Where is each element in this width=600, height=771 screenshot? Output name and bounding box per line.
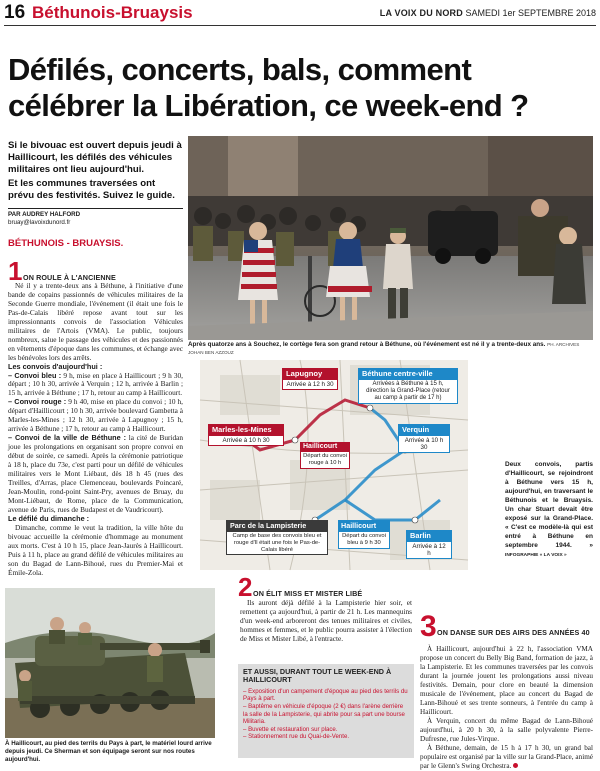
sunday-label: Le défilé du dimanche : bbox=[8, 513, 90, 523]
map-label-haillicourt-blue bbox=[338, 520, 390, 549]
convoy-blue-text: 9 h, mise en place à Haillicourt ; 9 h 30, départ ; 10 h 30, arrivée à Verquin ; 12 h, arrivée à Barlin ; 15 h, arrivée à Béthune ; 17 h, retour au camp à Haillicourt. bbox=[8, 370, 183, 398]
section-name: Béthunois-Bruaysis bbox=[32, 3, 193, 22]
map-label-barlin bbox=[406, 530, 452, 559]
map-caption-credit: INFOGRAPHIE « LA VOIX » bbox=[505, 553, 567, 558]
also-box-item: – Exposition d'un campement d'époque au pied des terrils du Pays à part. bbox=[243, 687, 408, 703]
also-box-item: – Baptême en véhicule d'époque (2 €) dans l'arène derrière la salle de la Lampisterie, qui abrite pour sa part une bourse Militaria. bbox=[243, 703, 405, 726]
parade-caption-text: Après quatorze ans à Souchez, le cortège fera son grand retour à Béthune, où l'événement est né il y a trente-deux ans. bbox=[188, 341, 546, 348]
map-label-marles-time: Arrivée à 10 h 30 bbox=[208, 435, 284, 446]
header-rule bbox=[4, 25, 596, 26]
convoy-city-text: la cité de Buridan joue les prolongations en organisant son propre convoi en début de soirée, ce samedi. Après la cérémonie patriotique à 18 h, place du 73e, c'est parti pour un défilé de véhicules militaires vers le Mont Liébaut, dès 18 h 45 (rues des Treilles, d'Arras, place Clemenceau, boulevards Poincaré, Jean-Moulin, rond-point Saint-Pry, avenues de Bruay, du Mont-Liébaut, de Rome, place de la Communication, avenue de Paris, rues de Budapest et de Vaudricourt). bbox=[8, 433, 183, 514]
publication-date: SAMEDI 1er SEPTEMBRE 2018 bbox=[465, 8, 596, 18]
publication-line bbox=[380, 8, 596, 18]
map-label-lampisterie-name: Parc de la Lampisterie bbox=[226, 520, 328, 531]
section-3-body bbox=[420, 645, 593, 771]
tank-photo-caption bbox=[5, 740, 223, 764]
convoy-blue-label: – Convoi bleu : bbox=[8, 370, 62, 380]
byline bbox=[8, 208, 183, 227]
section-2-number: 2 bbox=[238, 572, 253, 602]
section-3-last-text: À Béthune, demain, de 15 h à 17 h 30, un grand bal populaire est organisé par la ville sur la Grand-Place, animé par le Glenn's Swing Orchestra. bbox=[420, 744, 593, 770]
page-header bbox=[4, 2, 596, 24]
intro-paragraph: Et les communes traversées ont prévu des festivités. Suivez le guide. bbox=[8, 178, 175, 201]
page-number: 16 bbox=[4, 2, 26, 23]
section-1-title: ON ROULE À L'ANCIENNE bbox=[23, 273, 116, 282]
section-3-paragraph: À Haillicourt, aujourd'hui à 22 h, l'association VMA propose un concert du Belly Big Band, formation de jazz, à la Lampisterie. Et les communes traversées par les convois durant la journée jouent les prolongations aussi niveau festivités. Demain, pour clore en beauté la dimension musicale de l'événement, place au concert du Bagad de Lann-Bihoué et ses trente sonneurs, à l'entrée du camp à Haillicourt. bbox=[420, 645, 593, 716]
section-3-paragraph bbox=[420, 744, 593, 771]
section-3-title: ON DANSE SUR DES AIRS DES ANNÉES 40 bbox=[437, 628, 590, 637]
tank-caption-text: au pied des terrils du Pays à part, le matériel lourd arrive depuis jeudi. Ce Sherman et son équipage seront sur nos routes aujourd'hui. bbox=[5, 740, 212, 763]
section-2-paragraph: Ils auront déjà défilé à la Lampisterie hier soir, et remettent ça aujourd'hui, à partir de 21 h. Les mannequins d'un week-end arboreront des tenues militaires et civiles, hommes et femmes, et le public pourra assister à l'élection de Miss et Mister Libé, à l'entracte. bbox=[240, 598, 412, 644]
map-label-lapugnoy bbox=[282, 368, 338, 390]
map-label-haillicourt-blue-info: Départ du convoi bleu à 9 h 30 bbox=[338, 531, 390, 549]
sunday-text: Dimanche, comme le veut la tradition, la ville hôte du bivouac accueille la cérémonie d'hommage au monument aux morts. C'est à 10 h 15, place Jean-Jaurès à Haillicourt. Puis à 11 h, place au grand défilé de véhicules militaires au son du Bagad de Lann-Bihoué, rues du Premier-Mai et Émile-Zola. bbox=[8, 522, 183, 577]
author-name: PAR AUDREY HALFORD bbox=[8, 211, 81, 218]
also-box-item: – Buvette et restauration sur place. bbox=[243, 725, 338, 733]
tank-caption-bold: À Haillicourt, bbox=[5, 740, 44, 747]
map-label-haillicourt-red-name: Haillicourt bbox=[300, 442, 350, 451]
map-label-marles bbox=[208, 424, 284, 446]
parade-photo-caption bbox=[188, 341, 593, 357]
map-label-barlin-time: Arrivée à 12 h bbox=[406, 541, 452, 559]
map-label-haillicourt-blue-name: Haillicourt bbox=[338, 520, 390, 531]
publication-name: LA VOIX DU NORD bbox=[379, 8, 463, 18]
dateline-place: BÉTHUNOIS - BRUAYSIS. bbox=[8, 238, 124, 249]
convoy-red-label: – Convoi rouge : bbox=[8, 397, 67, 407]
map-label-lapugnoy-time: Arrivée à 12 h 30 bbox=[282, 379, 338, 390]
headline: Défilés, concerts, bals, comment célébrer la Libération, ce week-end ? bbox=[8, 52, 529, 123]
tank-photo bbox=[5, 588, 215, 738]
parade-photo bbox=[188, 136, 593, 340]
author-email: bruay@lavoixdunord.fr bbox=[8, 219, 71, 226]
map-label-bethune bbox=[358, 368, 458, 404]
also-box-list bbox=[243, 688, 409, 741]
map-label-haillicourt-red-info: Départ du convoi rouge à 10 h bbox=[300, 451, 350, 469]
convoys-label: Les convois d'aujourd'hui : bbox=[8, 361, 103, 371]
section-1-number: 1 bbox=[8, 256, 23, 286]
end-mark-icon bbox=[513, 763, 518, 768]
also-box-item: – Stationnement rue du Quai-de-Vente. bbox=[243, 733, 350, 741]
map-label-lapugnoy-name: Lapugnoy bbox=[282, 368, 338, 379]
map-label-barlin-name: Barlin bbox=[406, 530, 452, 541]
map-label-marles-name: Marles-les-Mines bbox=[208, 424, 284, 435]
section-3-number: 3 bbox=[420, 610, 437, 643]
map-caption-text: Deux convois, partis d'Haillicourt, se rejoindront à Béthune vers 15 h, aujourd'hui, en traversant le Béthunois et le Bruaysis. Un char Stuart devait être exposé sur la Grand-Place. « C'est ce modèle-là qui est entré à Béthune en septembre 1944. » bbox=[505, 461, 593, 549]
convoy-map bbox=[200, 360, 468, 570]
map-label-bethune-name: Béthune centre-ville bbox=[358, 368, 458, 379]
map-label-haillicourt-red bbox=[300, 442, 350, 469]
map-label-lampisterie-info: Camp de base des convois bleu et rouge d'Il était une fois le Pas-de-Calais libéré bbox=[226, 531, 328, 555]
map-label-verquin bbox=[398, 424, 450, 453]
map-label-bethune-info: Arrivées à Béthune à 15 h, direction la Grand-Place (retour au camp à partir de 17 h) bbox=[358, 379, 458, 404]
parade-photo-credit: PH. ARCHIVES JOHAN BEN AZZOUZ bbox=[188, 342, 580, 355]
convoy-red-text: 9 h 40, mise en place du convoi ; 10 h, départ d'Haillicourt ; 10 h 30, arrivée boulevard Gambetta à Marles-les-Mines ; 12 h 30, arrivée à Lapugnoy ; 15 h, arrivée à Béthune ; 17 h, retour au camp à Haillicourt. bbox=[8, 397, 184, 434]
intro bbox=[8, 140, 183, 204]
section-1-paragraph: Né il y a trente-deux ans à Béthune, à l'initiative d'une bande de copains passionnés de véhicules militaires de la Seconde Guerre mondiale, l'événement (il était une fois le Pas-de-Calais libéré repose avant tout sur les impressionnants convois de l'association Véhicules militaires de l'Artois (VMA). Le public, toujours nombreux, salue le passage des véhicules et des passionnés en vêtements d'époque dans les communes, et échange avec les bénévoles lors des arrêts. bbox=[8, 281, 183, 362]
map-caption bbox=[505, 460, 593, 560]
also-box bbox=[238, 664, 414, 758]
intro-paragraph: Si le bivouac est ouvert depuis jeudi à Haillicourt, les défilés des véhicules militaires ont lieu aujourd'hui. bbox=[8, 140, 182, 175]
map-label-verquin-time: Arrivée à 10 h 30 bbox=[398, 435, 450, 453]
section-1-body bbox=[8, 282, 183, 584]
also-box-title: ET AUSSI, DURANT TOUT LE WEEK-END À HAILLICOURT bbox=[243, 667, 392, 685]
section-2-title: ON ÉLIT MISS ET MISTER LIBÉ bbox=[253, 589, 363, 598]
section-3-paragraph: À Verquin, concert du même Bagad de Lann-Bihoué aujourd'hui, à 20 h 30, à la salle polyvalente Pierre-Dufresne, rue Jules-Virque. bbox=[420, 717, 593, 743]
convoy-city-label: – Convoi de la ville de Béthune : bbox=[8, 433, 127, 443]
section-2-body bbox=[240, 598, 412, 643]
map-label-lampisterie bbox=[226, 520, 328, 555]
map-label-verquin-name: Verquin bbox=[398, 424, 450, 435]
